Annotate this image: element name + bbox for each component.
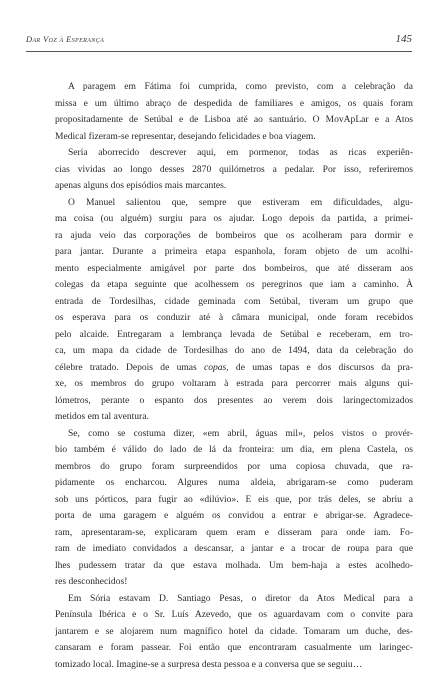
text-line: Península Ibérica e o Sr. Luís Azevedo, que os aguardavam com o convite para bbox=[55, 607, 413, 624]
text-line: cansaram e foram passear. Foi então que encontraram casualmente um laringec- bbox=[55, 640, 413, 657]
text-line: O Manuel salientou que, sempre que estiveram em dificuldades, algu- bbox=[55, 195, 413, 212]
text-line: lómetros, perante o espanto dos presentes ao verem dois laringectomizados bbox=[55, 393, 413, 410]
text-line: os esperava para os conduzir até à câmara municipal, onde foram recebidos bbox=[55, 310, 413, 327]
paragraph bbox=[55, 195, 413, 426]
page-header bbox=[26, 33, 412, 49]
text-line: entrada de Tordesilhas, cidade geminada com Setúbal, tiveram um grupo que bbox=[55, 294, 413, 311]
text-line: para jantar. Durante a primeira etapa espanhola, foram objeto de um acolhi- bbox=[55, 244, 413, 261]
text-line: pelo alcaide. Entregaram a lembrança levada de Setúbal e receberam, em tro- bbox=[55, 327, 413, 344]
page-number: 145 bbox=[396, 33, 413, 45]
text-line: lhes pudessem tratar da que estava molhada. Um bem-haja a estes acolhedo- bbox=[55, 558, 413, 575]
header-rule bbox=[26, 51, 412, 52]
text-line: ram, apresentaram-se, explicaram quem eram e disseram para onde iam. Fo- bbox=[55, 525, 413, 542]
text-line: propositadamente de Setúbal e de Lisboa até ao santuário. O MovApLar e a Atos bbox=[55, 112, 413, 129]
text-line: Seria aborrecido descrever aqui, em pormenor, todas as ricas experiên- bbox=[55, 145, 413, 162]
text-line: bio também é válido do lado de lá da fronteira: um dia, em plena Castela, os bbox=[55, 442, 413, 459]
text-line: apenas alguns dos episódios mais marcantes. bbox=[55, 178, 413, 195]
text-line: res desconhecidos! bbox=[55, 574, 413, 591]
text-line: ram de imediato convidados a descansar, a jantar e a trocar de roupa para que bbox=[55, 541, 413, 558]
text-line: jantarem e se alojarem num magnífico hotel da cidade. Tomaram um duche, des- bbox=[55, 624, 413, 641]
text-line: membros do grupo foram surpreendidos por uma copiosa chuvada, que ra- bbox=[55, 459, 413, 476]
body-text bbox=[55, 79, 413, 673]
text-line: Medical fizeram-se representar, desejando felicidades e boa viagem. bbox=[55, 129, 413, 146]
text-line: metidos em tal aventura. bbox=[55, 409, 413, 426]
paragraph bbox=[55, 426, 413, 591]
text-line: cias vividas ao longo desses 2870 quilómetros a pedalar. Por isso, referiremos bbox=[55, 162, 413, 179]
text-line: célebre tratado. Depois de umas copas, de umas tapas e dos discursos da pra- bbox=[55, 360, 413, 377]
text-line: mento especialmente amigável por parte dos bombeiros, que até disseram aos bbox=[55, 261, 413, 278]
text-line: tomizado local. Imagine-se a surpresa desta pessoa e a conversa que se seguiu… bbox=[55, 657, 413, 673]
text-line: Em Sória estavam D. Santiago Pesas, o diretor da Atos Medical para a bbox=[55, 591, 413, 608]
text-line: xe, os membros do grupo voltaram à estrada para percorrer mais alguns qui- bbox=[55, 376, 413, 393]
text-line: ma coisa (ou alguém) surgiu para os ajudar. Logo depois da partida, a primei- bbox=[55, 211, 413, 228]
text-line: colegas da etapa seguinte que acolhessem os peregrinos que iam a caminho. À bbox=[55, 277, 413, 294]
text-line: ca, um mapa da cidade de Tordesilhas do ano de 1494, data da celebração do bbox=[55, 343, 413, 360]
running-head: Dar Voz à Esperança bbox=[26, 35, 104, 44]
text-line: Se, como se costuma dizer, «em abril, águas mil», pelos vistos o provér- bbox=[55, 426, 413, 443]
text-line: missa e um último abraço de despedida de familiares e amigos, os quais foram bbox=[55, 96, 413, 113]
text-line: sob uns pórticos, para fugir ao «dilúvio». E eis que, por trás deles, se abriu a bbox=[55, 492, 413, 509]
text-line: ra ajuda veio das corporações de bombeiros que os acolheram para dormir e bbox=[55, 228, 413, 245]
paragraph bbox=[55, 591, 413, 673]
text-line: A paragem em Fátima foi cumprida, como previsto, com a celebração da bbox=[55, 79, 413, 96]
paragraph bbox=[55, 79, 413, 145]
text-line: porta de uma garagem e alguém os convidou a entrar e abrigar-se. Agradece- bbox=[55, 508, 413, 525]
paragraph bbox=[55, 145, 413, 195]
text-line: pidamente os encharcou. Algures numa aldeia, abrigaram-se como puderam bbox=[55, 475, 413, 492]
